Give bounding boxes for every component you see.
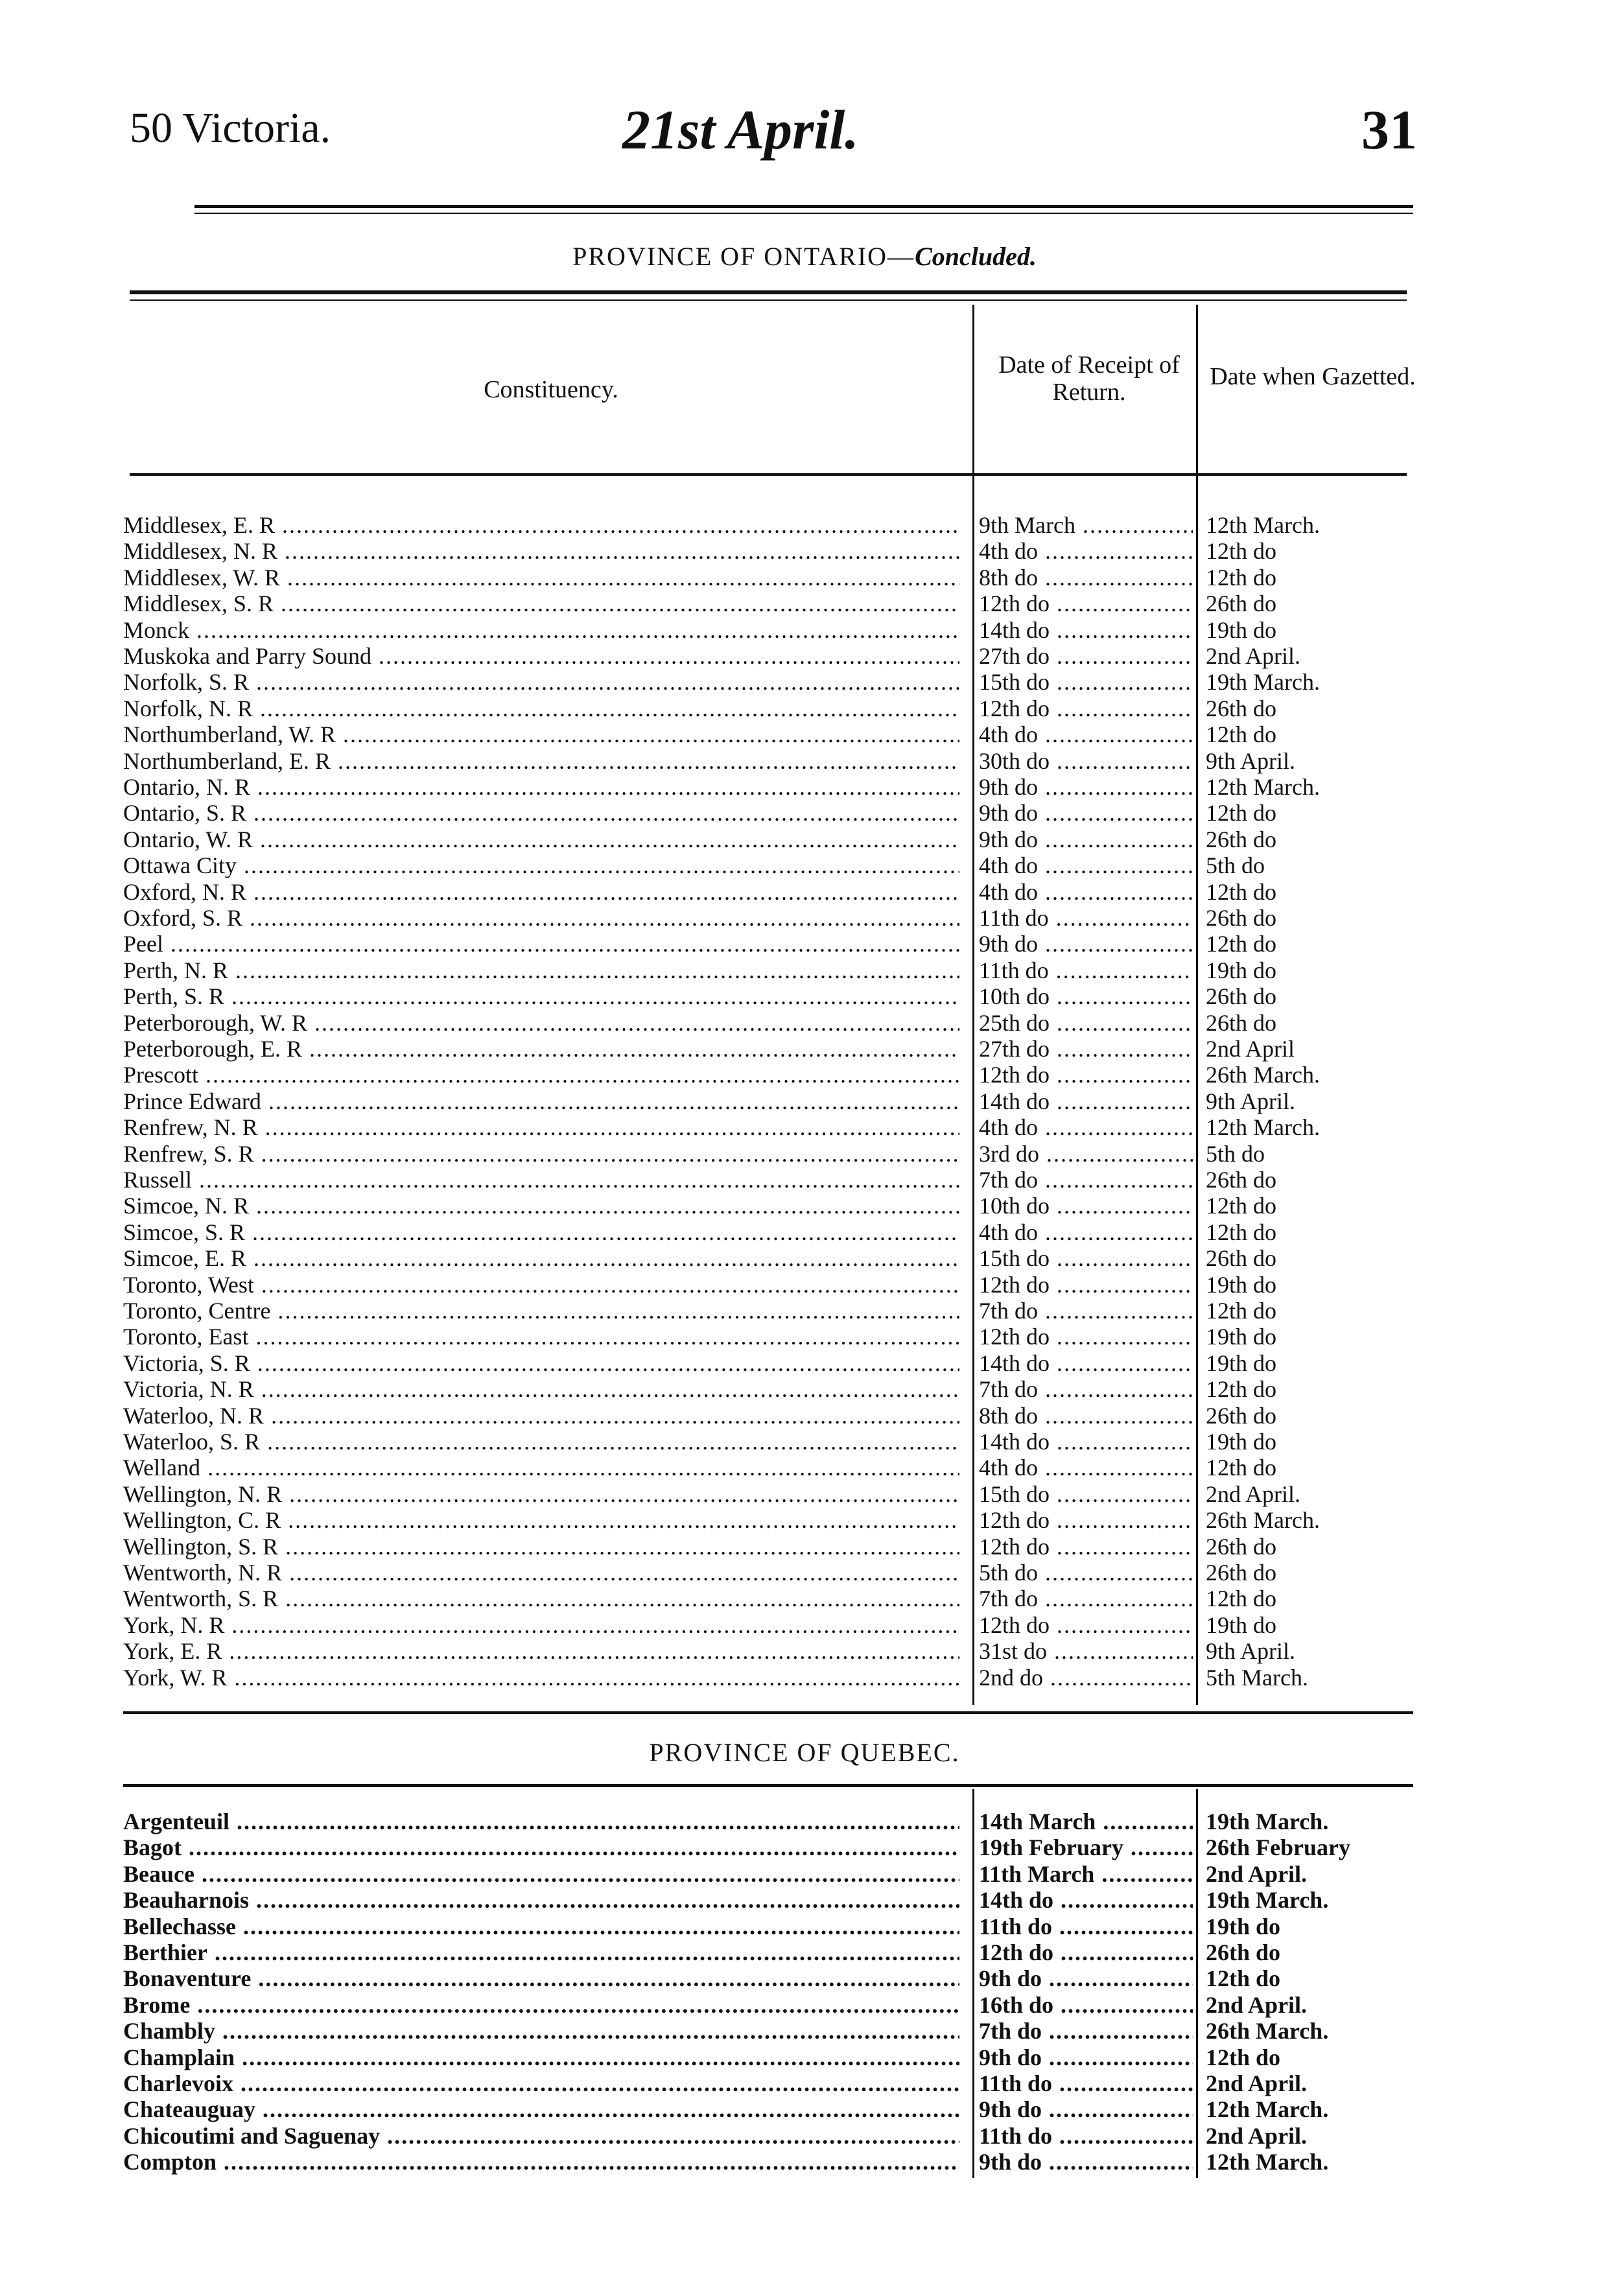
table-row <box>123 1481 1478 1507</box>
table-row <box>123 1324 1478 1350</box>
gazetted-date: 26th do <box>1206 1167 1277 1193</box>
gazetted-date: 12th do <box>1206 931 1277 957</box>
table-row <box>123 774 1478 800</box>
constituency-name: Norfolk, N. R ..... <box>123 696 959 721</box>
constituency-name: Muskoka and Parry Sound ..... <box>123 643 959 669</box>
gazetted-date: 26th do <box>1206 1009 1277 1036</box>
constituency-name: Norfolk, S. R ..... <box>123 669 959 695</box>
constituency-name: Chicoutimi and Saguenay ..... <box>123 2123 959 2149</box>
receipt-date: 12th do ..... <box>979 1612 1193 1638</box>
gazetted-date: 2nd April. <box>1206 643 1301 669</box>
receipt-date: 12th do ..... <box>979 1939 1193 1965</box>
gazetted-date: 12th March. <box>1206 2149 1329 2175</box>
gazetted-date: 12th do <box>1206 800 1277 826</box>
receipt-date: 12th do ..... <box>979 1507 1193 1533</box>
page-header <box>0 97 1609 175</box>
constituency-name: Middlesex, E. R ..... <box>123 512 959 538</box>
constituency-name: Bellechasse ..... <box>123 1914 959 1939</box>
gazetted-date: 2nd April. <box>1206 1481 1301 1507</box>
receipt-date: 15th do ..... <box>979 1481 1193 1507</box>
table-row <box>123 1141 1478 1167</box>
receipt-date: 15th do ..... <box>979 1245 1193 1271</box>
constituency-name: Ontario, N. R ..... <box>123 774 959 800</box>
table-row <box>123 1834 1478 1860</box>
receipt-date: 12th do ..... <box>979 1534 1193 1560</box>
receipt-date: 11th March ..... <box>979 1861 1193 1887</box>
table-row <box>123 565 1478 591</box>
constituency-name: Wentworth, N. R ..... <box>123 1560 959 1586</box>
header-bottom-rule <box>130 473 1407 476</box>
table-row <box>123 1665 1478 1691</box>
receipt-date: 8th do ..... <box>979 1403 1193 1429</box>
table-row <box>123 1429 1478 1455</box>
table-row <box>123 983 1478 1009</box>
constituency-name: Victoria, N. R ..... <box>123 1376 959 1402</box>
header-date: 21st April. <box>622 99 859 161</box>
table-row <box>123 1062 1478 1088</box>
constituency-name: Northumberland, E. R ..... <box>123 748 959 774</box>
receipt-date: 30th do ..... <box>979 748 1193 774</box>
gazetted-date: 26th do <box>1206 983 1277 1010</box>
constituency-name: Renfrew, S. R ..... <box>123 1141 959 1167</box>
table-row <box>123 957 1478 983</box>
constituency-name: Beauharnois ..... <box>123 1887 959 1913</box>
receipt-date: 9th do ..... <box>979 800 1193 826</box>
ontario-bottom-rule <box>123 1711 1413 1714</box>
receipt-date: 25th do ..... <box>979 1010 1193 1036</box>
gazetted-date: 12th do <box>1206 538 1277 565</box>
table-row <box>123 1507 1478 1533</box>
gazetted-date: 26th do <box>1206 905 1277 931</box>
constituency-name: Victoria, S. R ..... <box>123 1350 959 1376</box>
table-row <box>123 1560 1478 1586</box>
header-rule-bottom <box>194 213 1413 214</box>
receipt-date: 31st do ..... <box>979 1638 1193 1664</box>
constituency-name: Chateauguay ..... <box>123 2096 959 2122</box>
constituency-name: Brome ..... <box>123 1992 959 2018</box>
table-row <box>123 1088 1478 1114</box>
constituency-name: Argenteuil ..... <box>123 1809 959 1834</box>
constituency-name: York, N. R ..... <box>123 1612 959 1638</box>
gazetted-date: 19th do <box>1206 957 1277 983</box>
gazetted-date: 12th do <box>1206 878 1277 905</box>
gazetted-date: 12th do <box>1206 1586 1277 1612</box>
receipt-date: 9th do ..... <box>979 2096 1193 2122</box>
table-row <box>123 2070 1478 2096</box>
receipt-date: 4th do ..... <box>979 1455 1193 1481</box>
receipt-date: 11th do ..... <box>979 2070 1193 2096</box>
receipt-date: 14th do ..... <box>979 1887 1193 1913</box>
table-row <box>123 2018 1478 2044</box>
table-row <box>123 591 1478 616</box>
table-row <box>123 1036 1478 1062</box>
constituency-name: York, E. R ..... <box>123 1638 959 1664</box>
table-row <box>123 1809 1478 1834</box>
receipt-date: 15th do ..... <box>979 669 1193 695</box>
table-row <box>123 721 1478 747</box>
gazetted-date: 12th do <box>1206 1219 1277 1245</box>
receipt-date: 10th do ..... <box>979 983 1193 1009</box>
receipt-date: 27th do ..... <box>979 643 1193 669</box>
table-row <box>123 643 1478 669</box>
table-row <box>123 617 1478 643</box>
constituency-name: Bagot ..... <box>123 1834 959 1860</box>
gazetted-date: 12th March. <box>1206 1114 1320 1141</box>
gazetted-date: 26th do <box>1206 591 1277 617</box>
table-row <box>123 879 1478 905</box>
constituency-name: Peterborough, E. R ..... <box>123 1036 959 1062</box>
gazetted-date: 12th March. <box>1206 512 1320 538</box>
constituency-name: Wellington, C. R ..... <box>123 1507 959 1533</box>
constituency-name: Champlain ..... <box>123 2044 959 2070</box>
gazetted-date: 19th March. <box>1206 1887 1329 1914</box>
receipt-date: 9th do ..... <box>979 774 1193 800</box>
constituency-name: Charlevoix ..... <box>123 2070 959 2096</box>
constituency-name: Middlesex, W. R ..... <box>123 565 959 591</box>
table-row <box>123 1586 1478 1611</box>
gazetted-date: 19th do <box>1206 1271 1277 1298</box>
table-row <box>123 669 1478 695</box>
quebec-top-rule <box>123 1784 1413 1787</box>
receipt-date: 9th do ..... <box>979 826 1193 852</box>
column-header-receipt: Date of Receipt of Return. <box>998 351 1180 406</box>
table-row <box>123 1245 1478 1271</box>
table-row <box>123 1612 1478 1638</box>
table-row <box>123 1939 1478 1965</box>
gazetted-date: 2nd April. <box>1206 1860 1308 1887</box>
table-row <box>123 538 1478 564</box>
receipt-date: 14th do ..... <box>979 1429 1193 1455</box>
table-row <box>123 1298 1478 1324</box>
receipt-date: 7th do ..... <box>979 1376 1193 1402</box>
constituency-name: Monck ..... <box>123 617 959 643</box>
receipt-date: 7th do ..... <box>979 1167 1193 1193</box>
gazetted-date: 12th March. <box>1206 774 1320 800</box>
constituency-name: Waterloo, N. R ..... <box>123 1403 959 1429</box>
constituency-name: Perth, N. R ..... <box>123 957 959 983</box>
constituency-name: Ottawa City ..... <box>123 852 959 878</box>
table-row <box>123 1965 1478 1991</box>
constituency-name: Toronto, West ..... <box>123 1272 959 1298</box>
receipt-date: 10th do ..... <box>979 1193 1193 1219</box>
table-row <box>123 1010 1478 1036</box>
constituency-name: Middlesex, S. R ..... <box>123 591 959 616</box>
gazetted-date: 26th February <box>1206 1834 1350 1861</box>
table-row <box>123 1455 1478 1481</box>
table-row <box>123 1638 1478 1664</box>
gazetted-date: 2nd April. <box>1206 2122 1308 2149</box>
receipt-date: 4th do ..... <box>979 852 1193 878</box>
constituency-name: Wellington, N. R ..... <box>123 1481 959 1507</box>
header-rule-top <box>194 205 1413 208</box>
constituency-name: Russell ..... <box>123 1167 959 1193</box>
constituency-name: Simcoe, E. R ..... <box>123 1245 959 1271</box>
constituency-name: Beauce ..... <box>123 1861 959 1887</box>
constituency-name: Berthier ..... <box>123 1939 959 1965</box>
gazetted-date: 19th do <box>1206 1350 1277 1376</box>
ontario-table <box>123 512 1478 1705</box>
gazetted-date: 12th do <box>1206 2044 1281 2070</box>
constituency-name: Perth, S. R ..... <box>123 983 959 1009</box>
gazetted-date: 26th do <box>1206 1402 1277 1429</box>
gazetted-date: 2nd April. <box>1206 2070 1308 2096</box>
receipt-date: 11th do ..... <box>979 2123 1193 2149</box>
table-row <box>123 1114 1478 1140</box>
receipt-date: 27th do ..... <box>979 1036 1193 1062</box>
table-row <box>123 2123 1478 2149</box>
constituency-name: Toronto, East ..... <box>123 1324 959 1350</box>
receipt-date: 12th do ..... <box>979 1324 1193 1350</box>
gazetted-date: 26th do <box>1206 1533 1277 1560</box>
receipt-date: 11th do ..... <box>979 1914 1193 1939</box>
receipt-date: 3rd do ..... <box>979 1141 1193 1167</box>
table-row <box>123 800 1478 826</box>
table-top-rule-thin <box>130 299 1407 301</box>
constituency-name: Compton ..... <box>123 2149 959 2175</box>
receipt-date: 2nd do ..... <box>979 1665 1193 1691</box>
gazetted-date: 12th do <box>1206 721 1277 748</box>
gazetted-date: 19th do <box>1206 616 1277 643</box>
table-row <box>123 696 1478 721</box>
table-row <box>123 1167 1478 1193</box>
constituency-name: York, W. R ..... <box>123 1665 959 1691</box>
receipt-date: 11th do ..... <box>979 957 1193 983</box>
table-row <box>123 1887 1478 1913</box>
constituency-name: Bonaventure ..... <box>123 1965 959 1991</box>
constituency-name: Oxford, N. R ..... <box>123 879 959 905</box>
quebec-section-title: PROVINCE OF QUEBEC. <box>649 1738 960 1767</box>
constituency-name: Northumberland, W. R ..... <box>123 721 959 747</box>
gazetted-date: 19th do <box>1206 1611 1277 1638</box>
table-row <box>123 1272 1478 1298</box>
constituency-name: Middlesex, N. R ..... <box>123 538 959 564</box>
gazetted-date: 26th do <box>1206 1939 1281 1965</box>
constituency-name: Ontario, S. R ..... <box>123 800 959 826</box>
receipt-date: 12th do ..... <box>979 696 1193 721</box>
gazetted-date: 9th April. <box>1206 1638 1296 1665</box>
constituency-name: Peterborough, W. R ..... <box>123 1010 959 1036</box>
gazetted-date: 5th March. <box>1206 1664 1308 1691</box>
constituency-name: Prescott ..... <box>123 1062 959 1088</box>
receipt-date: 7th do ..... <box>979 1586 1193 1611</box>
receipt-date: 4th do ..... <box>979 1219 1193 1245</box>
receipt-date: 16th do ..... <box>979 1992 1193 2018</box>
column-header-constituency: Constituency. <box>484 376 618 403</box>
constituency-name: Waterloo, S. R ..... <box>123 1429 959 1455</box>
constituency-name: Oxford, S. R ..... <box>123 905 959 931</box>
receipt-date: 4th do ..... <box>979 538 1193 564</box>
receipt-date: 5th do ..... <box>979 1560 1193 1586</box>
constituency-name: Chambly ..... <box>123 2018 959 2044</box>
table-row <box>123 748 1478 774</box>
gazetted-date: 19th March. <box>1206 1809 1329 1834</box>
receipt-date: 4th do ..... <box>979 879 1193 905</box>
gazetted-date: 19th March. <box>1206 669 1320 696</box>
page-number: 31 <box>1361 99 1417 161</box>
constituency-name: Wentworth, S. R ..... <box>123 1586 959 1611</box>
gazetted-date: 19th do <box>1206 1429 1277 1455</box>
table-row <box>123 1861 1478 1887</box>
constituency-name: Simcoe, N. R ..... <box>123 1193 959 1219</box>
gazetted-date: 5th do <box>1206 1140 1265 1167</box>
table-row <box>123 1914 1478 1939</box>
table-row <box>123 1219 1478 1245</box>
constituency-name: Renfrew, N. R ..... <box>123 1114 959 1140</box>
quebec-table <box>123 1809 1478 2175</box>
table-row <box>123 1403 1478 1429</box>
table-row <box>123 1350 1478 1376</box>
constituency-name: Toronto, Centre ..... <box>123 1298 959 1324</box>
table-row <box>123 512 1478 538</box>
receipt-date: 4th do ..... <box>979 1114 1193 1140</box>
table-row <box>123 2149 1478 2175</box>
gazetted-date: 5th do <box>1206 852 1265 879</box>
receipt-date: 9th do ..... <box>979 931 1193 957</box>
constituency-name: Peel ..... <box>123 931 959 957</box>
receipt-date: 11th do ..... <box>979 905 1193 931</box>
receipt-date: 4th do ..... <box>979 721 1193 747</box>
receipt-date: 7th do ..... <box>979 2018 1193 2044</box>
table-row <box>123 1992 1478 2018</box>
receipt-date: 9th do ..... <box>979 2149 1193 2175</box>
constituency-name: Welland ..... <box>123 1455 959 1481</box>
receipt-date: 8th do ..... <box>979 565 1193 591</box>
receipt-date: 12th do ..... <box>979 1272 1193 1298</box>
gazetted-date: 12th do <box>1206 1965 1281 1992</box>
gazetted-date: 26th do <box>1206 1245 1277 1272</box>
gazetted-date: 26th March. <box>1206 1062 1320 1088</box>
gazetted-date: 12th do <box>1206 1193 1277 1219</box>
receipt-date: 12th do ..... <box>979 591 1193 616</box>
table-row <box>123 1376 1478 1402</box>
receipt-date: 12th do ..... <box>979 1062 1193 1088</box>
table-row <box>123 852 1478 878</box>
table-row <box>123 2044 1478 2070</box>
receipt-date: 14th March ..... <box>979 1809 1193 1834</box>
receipt-date: 14th do ..... <box>979 1088 1193 1114</box>
receipt-date: 9th do ..... <box>979 1965 1193 1991</box>
table-row <box>123 931 1478 957</box>
receipt-date: 9th do ..... <box>979 2044 1193 2070</box>
gazetted-date: 12th do <box>1206 1376 1277 1403</box>
gazetted-date: 26th do <box>1206 1560 1277 1586</box>
gazetted-date: 2nd April <box>1206 1036 1295 1062</box>
gazetted-date: 26th March. <box>1206 1507 1320 1534</box>
gazetted-date: 12th do <box>1206 1298 1277 1324</box>
receipt-date: 7th do ..... <box>979 1298 1193 1324</box>
gazetted-date: 12th do <box>1206 1455 1277 1481</box>
table-row <box>123 1534 1478 1560</box>
receipt-date: 14th do ..... <box>979 617 1193 643</box>
table-top-rule-thick <box>130 290 1407 294</box>
table-row <box>123 2096 1478 2122</box>
constituency-name: Ontario, W. R ..... <box>123 826 959 852</box>
ontario-section-title: PROVINCE OF ONTARIO—Concluded. <box>572 242 1037 271</box>
gazetted-date: 26th March. <box>1206 2018 1329 2044</box>
gazetted-date: 9th April. <box>1206 747 1296 774</box>
gazetted-date: 26th do <box>1206 695 1277 721</box>
gazetted-date: 19th do <box>1206 1324 1277 1350</box>
gazetted-date: 2nd April. <box>1206 1991 1308 2018</box>
constituency-name: Wellington, S. R ..... <box>123 1534 959 1560</box>
table-row <box>123 905 1478 931</box>
gazetted-date: 12th do <box>1206 564 1277 591</box>
constituency-name: Simcoe, S. R ..... <box>123 1219 959 1245</box>
constituency-name: Prince Edward ..... <box>123 1088 959 1114</box>
gazetted-date: 12th March. <box>1206 2096 1329 2123</box>
receipt-date: 9th March ..... <box>979 512 1193 538</box>
table-row <box>123 826 1478 852</box>
table-row <box>123 1193 1478 1219</box>
receipt-date: 19th February ..... <box>979 1834 1193 1860</box>
gazetted-date: 9th April. <box>1206 1088 1296 1114</box>
receipt-date: 14th do ..... <box>979 1350 1193 1376</box>
gazetted-date: 19th do <box>1206 1913 1281 1939</box>
header-session: 50 Victoria. <box>130 104 331 152</box>
gazetted-date: 26th do <box>1206 826 1277 852</box>
column-header-gazetted: Date when Gazetted. <box>1210 363 1416 390</box>
